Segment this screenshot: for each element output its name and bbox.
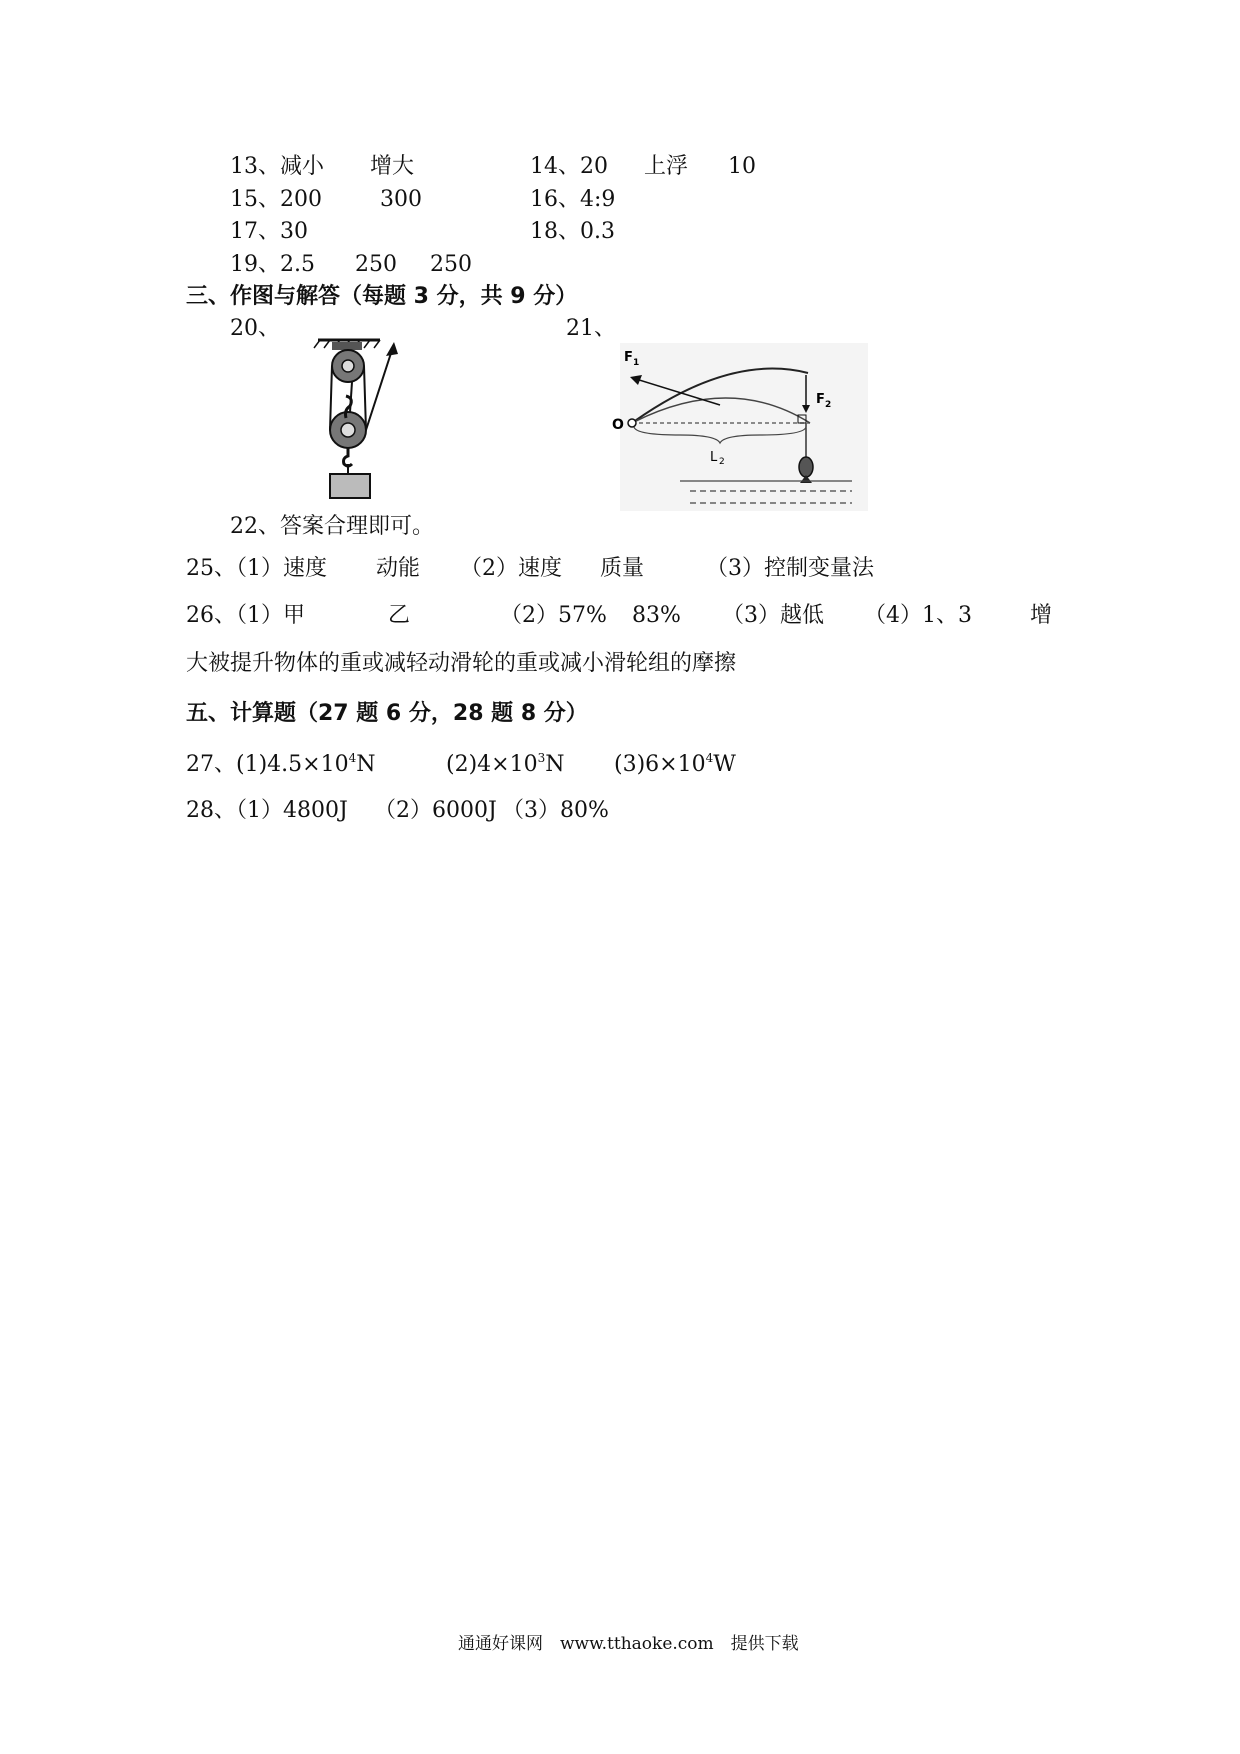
answer-text: 0.3 bbox=[580, 219, 615, 244]
answer-14-b: 上浮 bbox=[644, 154, 689, 179]
answer-22: 22、答案合理即可。 bbox=[230, 514, 434, 539]
answer-25-p2: （2）速度 bbox=[460, 556, 562, 581]
answer-27: 27、$(1)4.5\times 10^4N$ bbox=[186, 751, 376, 777]
section-heading-5: 五、计算题（27 题 6 分，28 题 8 分） bbox=[186, 701, 588, 726]
answer-25-p1b: 动能 bbox=[376, 556, 421, 581]
section-heading-3: 三、作图与解答（每题 3 分，共 9 分） bbox=[186, 284, 578, 309]
lever-label-f1: F bbox=[624, 350, 633, 365]
answer-25-p3: （3）控制变量法 bbox=[706, 556, 874, 581]
answer-text: 200 bbox=[280, 187, 322, 212]
answer-27-p2: $(2)4\times 10^3N$ bbox=[446, 751, 565, 777]
answer-13-b: 增大 bbox=[370, 154, 415, 179]
answer-28-p2: （2）6000J bbox=[374, 798, 497, 823]
answer-19-c: 250 bbox=[430, 252, 472, 277]
question-21-number: 21、 bbox=[566, 316, 616, 341]
answer-28: 28、（1）4800J bbox=[186, 798, 348, 823]
lever-diagram bbox=[612, 343, 868, 511]
question-number: 19、 bbox=[230, 252, 280, 277]
answer-26-p3: （3）越低 bbox=[722, 603, 824, 628]
pulley-diagram bbox=[310, 336, 410, 504]
question-number: 26、 bbox=[186, 603, 236, 628]
answer-text: 20 bbox=[580, 154, 608, 179]
answer-25-p2b: 质量 bbox=[600, 556, 645, 581]
lever-label-l2: L bbox=[710, 450, 718, 465]
answer-26-p4b: 增 bbox=[1030, 603, 1053, 628]
answer-17 bbox=[230, 221, 308, 243]
question-number: 14、 bbox=[530, 154, 580, 179]
answer-text: 2.5 bbox=[280, 252, 315, 277]
answer-19-b: 250 bbox=[355, 252, 397, 277]
answer-28-p3: （3）80% bbox=[502, 798, 609, 823]
answer-26: 26、（1）甲 bbox=[186, 603, 305, 628]
answer-16 bbox=[530, 189, 615, 211]
lever-label-o: O bbox=[612, 417, 624, 433]
answer-26-p4: （4）1、3 bbox=[864, 603, 972, 628]
answer-text: 30 bbox=[280, 219, 308, 244]
answer-text: 减小 bbox=[280, 154, 325, 179]
question-number: 13、 bbox=[230, 154, 280, 179]
question-number: 16、 bbox=[530, 187, 580, 212]
answer-19 bbox=[230, 254, 315, 276]
question-number: 25、 bbox=[186, 556, 236, 581]
answer-26-p1b: 乙 bbox=[388, 603, 411, 628]
question-number: 15、 bbox=[230, 187, 280, 212]
answer-18 bbox=[530, 221, 615, 243]
answer-13 bbox=[230, 156, 324, 178]
answer-25: 25、（1）速度 bbox=[186, 556, 327, 581]
answer-15 bbox=[230, 189, 322, 211]
lever-label-f1-sub: 1 bbox=[633, 358, 640, 368]
answer-26-line2: 大被提升物体的重或减轻动滑轮的重或减小滑轮组的摩擦 bbox=[186, 651, 737, 676]
answer-27-p3: $(3)6\times 10^4W$ bbox=[614, 751, 736, 777]
question-20-number: 20、 bbox=[230, 316, 280, 341]
answer-14-c: 10 bbox=[728, 154, 756, 179]
question-number: 17、 bbox=[230, 219, 280, 244]
question-number: 27、 bbox=[186, 752, 236, 777]
answer-26-p2: （2）57% bbox=[500, 603, 607, 628]
answer-15-b: 300 bbox=[380, 187, 422, 212]
answer-14 bbox=[530, 156, 608, 178]
question-number: 28、 bbox=[186, 798, 236, 823]
answer-26-p2b: 83% bbox=[632, 603, 681, 628]
answer-text: 4:9 bbox=[580, 187, 616, 212]
page-footer: 通通好课网 www.tthaoke.com 提供下载 bbox=[458, 1634, 799, 1654]
question-number: 18、 bbox=[530, 219, 580, 244]
lever-label-f2-sub: 2 bbox=[825, 400, 832, 410]
lever-label-f2: F bbox=[816, 392, 825, 407]
lever-label-l2-sub: 2 bbox=[719, 457, 725, 467]
